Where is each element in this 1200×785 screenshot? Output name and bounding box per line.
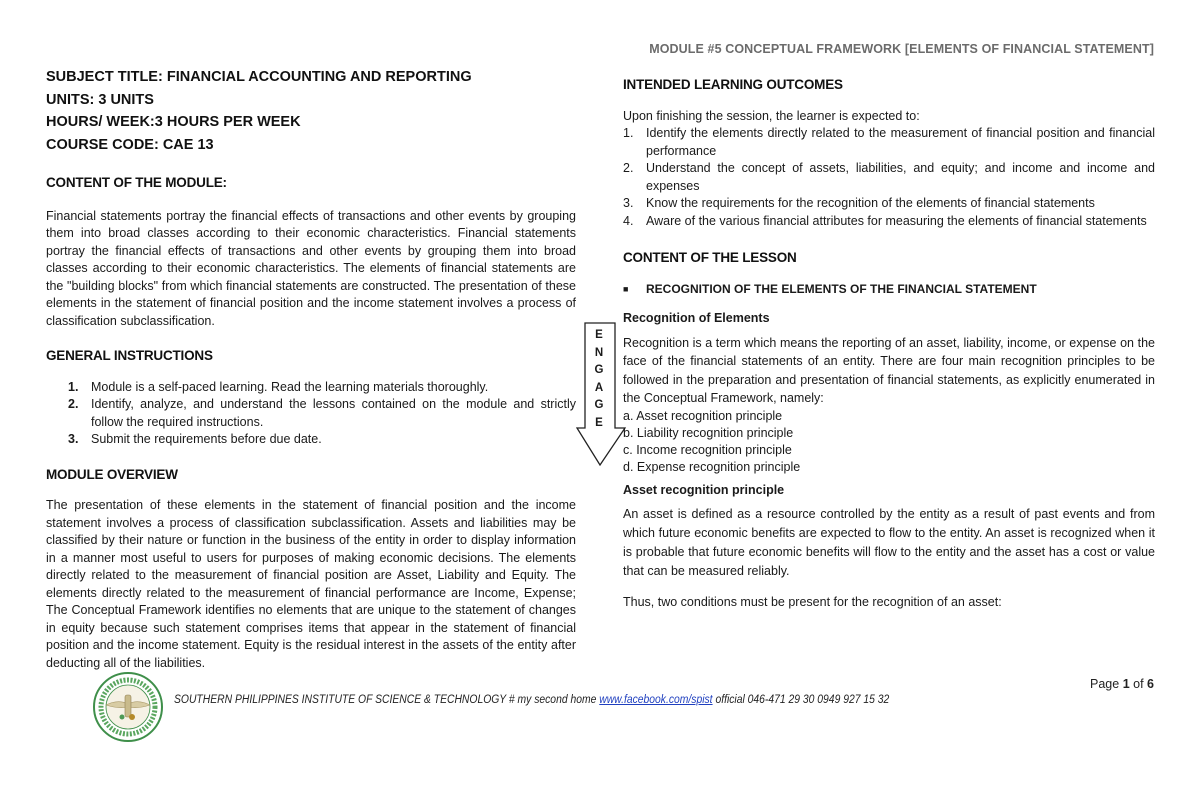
page-number: Page 1 of 6: [1090, 677, 1154, 691]
recognition-body: Recognition is a term which means the reporting of an asset, liability, income, or expense on the face of the financial statements of an entity. There are four main recognition principles to be followed in the preparation and presentation of financial statements, as explicitly enumerated in the Conceptual Framework, namely:: [623, 335, 1155, 405]
list-item: b. Liability recognition principle: [623, 425, 794, 440]
running-header: MODULE #5 CONCEPTUAL FRAMEWORK [ELEMENTS OF FINANCIAL STATEMENT]: [649, 42, 1154, 56]
asset-principle-body: An asset is defined as a resource controlled by the entity as a result of past events and from which future economic benefits are expected to flow to the entity. An asset is recognized when it is probable that future economic benefits will flow to the entity and the asset has a cost or value that can be measured reliably.: [623, 507, 1155, 578]
subject-title: SUBJECT TITLE: FINANCIAL ACCOUNTING AND REPORTING: [46, 69, 472, 85]
list-item: d. Expense recognition principle: [623, 459, 801, 474]
ilo-heading: INTENDED LEARNING OUTCOMES: [623, 77, 843, 92]
general-instructions-heading: GENERAL INSTRUCTIONS: [46, 348, 213, 363]
content-module-heading: CONTENT OF THE MODULE:: [46, 175, 227, 190]
recognition-heading: Recognition of Elements: [623, 311, 770, 325]
lesson-heading: CONTENT OF THE LESSON: [623, 250, 797, 265]
course-info: [46, 66, 576, 156]
asset-principle-heading: Asset recognition principle: [623, 482, 785, 497]
square-bullet-icon: ■: [623, 283, 629, 294]
engage-label: E N G A G E: [594, 329, 604, 429]
hours-per-week: HOURS/ WEEK:3 HOURS PER WEEK: [46, 114, 301, 130]
school-seal-logo-icon: [92, 671, 164, 743]
content-module-body: Financial statements portray the financial effects of transactions and other events by grouping them into broad classes according to their economic characteristics. Financial statements portray the financial effects of transactions and other events by grouping them into broad classes according to their economic characteristics. The elements of financial statements are the "building blocks" from which financial statements are constructed. The presentation of these elements in the statement of financial position and the income statement involves a process of classification subclassification.: [46, 208, 576, 328]
conditions-intro: Thus, two conditions must be present for the recognition of an asset:: [623, 595, 1002, 609]
lesson-topic-bullet: ■ RECOGNITION OF THE ELEMENTS OF THE FINANCIAL STATEMENT: [623, 281, 1155, 299]
list-item: 1. Identify the elements directly related to the measurement of financial position and financial performance: [623, 126, 1155, 158]
facebook-link[interactable]: www.facebook.com/spist: [599, 694, 713, 706]
ilo-intro: Upon finishing the session, the learner is expected to:: [623, 108, 920, 123]
list-item: 2. Identify, analyze, and understand the lessons contained on the module and strictly follow the required instructions.: [68, 397, 576, 429]
principles-list: [623, 408, 1155, 476]
module-overview-body: The presentation of these elements in the statement of financial position and the income statement involves a process of classification subclassification. Assets and liabilities may be classified by their nature or function in the business of the entity in order to display information in a manner most useful to users for purposes of making economic decisions. The elements directly related to the measurement of financial position are Asset, Liability and Equity. The elements directly related to the measurement of financial performance are Income, Expense; The Conceptual Framework identifies no elements that are unique to the statement of changes in equity because such statement comprises items that appear in the statement of financial position and the income statement. Equity is the residual interest in the assets of the entity after deducting all of the liabilities.: [46, 498, 576, 670]
units: UNITS: 3 UNITS: [46, 91, 154, 108]
right-column: [623, 76, 1155, 612]
module-overview-heading: MODULE OVERVIEW: [46, 466, 178, 482]
footer-institution: SOUTHERN PHILIPPINES INSTITUTE OF SCIENCE & TECHNOLOGY # my second home www.facebook.com/spist official 046-471 29 30 0949 927 15 32: [174, 694, 890, 706]
list-item: 4. Aware of the various financial attributes for measuring the elements of financial statements: [623, 213, 1147, 228]
list-item: 2. Understand the concept of assets, liabilities, and equity; and income and income and expenses: [623, 161, 1155, 193]
course-code: COURSE CODE: CAE 13: [46, 136, 214, 153]
list-item: c. Income recognition principle: [623, 442, 792, 457]
list-item: 3. Know the requirements for the recognition of the elements of financial statements: [623, 196, 1095, 210]
list-item: 1. Module is a self-paced learning. Read the learning materials thoroughly.: [68, 379, 489, 394]
list-item: 3. Submit the requirements before due date.: [68, 432, 322, 446]
ilo-list: [623, 125, 1155, 230]
left-column: [46, 66, 576, 672]
list-item: a. Asset recognition principle: [623, 408, 783, 423]
general-instructions-list: [46, 379, 576, 449]
